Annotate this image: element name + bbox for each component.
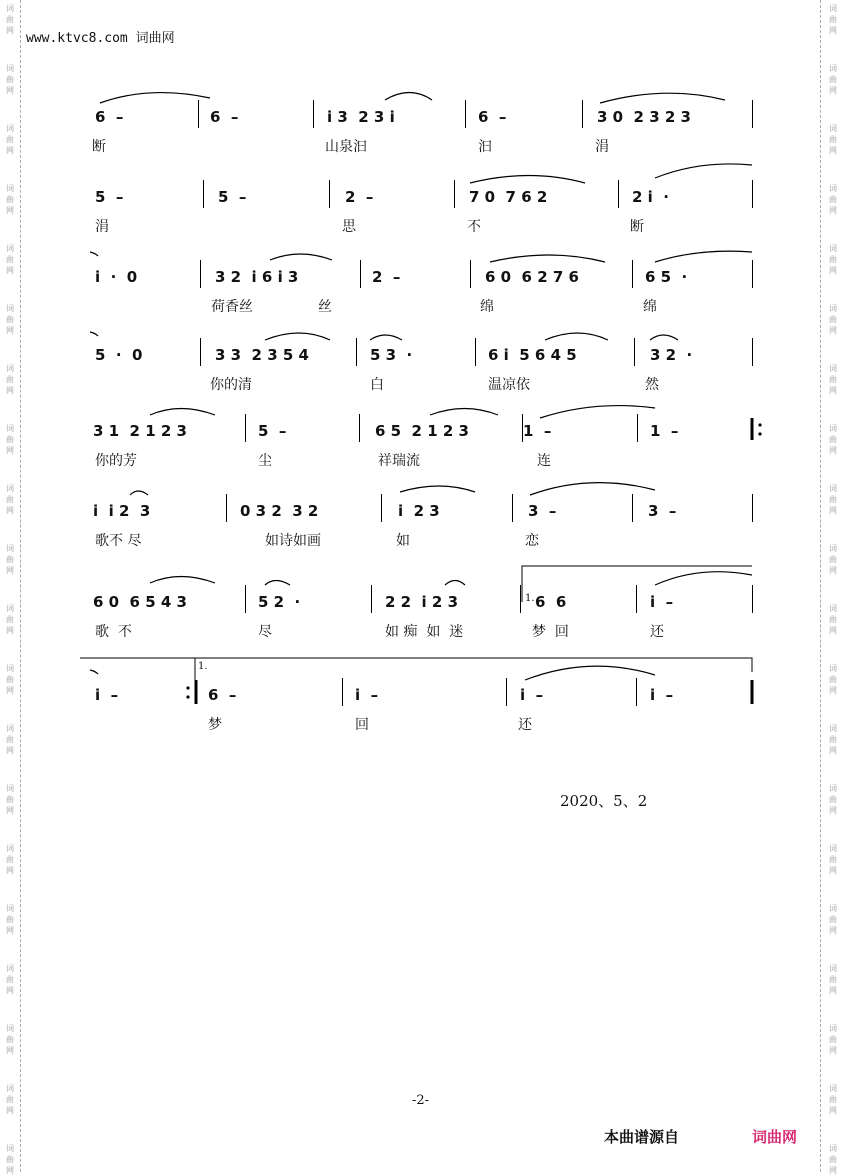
watermark-glyph: 曲: [829, 135, 837, 144]
watermark-glyph: 词: [829, 64, 837, 73]
watermark-glyph: 词: [829, 964, 837, 973]
watermark-glyph: 词: [829, 724, 837, 733]
watermark-glyph: 曲: [6, 255, 14, 264]
lyric-text: 白: [370, 377, 384, 393]
lyric-text: 连: [537, 453, 551, 469]
lyric-text: 歌不 尽: [95, 533, 142, 549]
watermark-glyph: 网: [829, 926, 837, 935]
watermark-glyph: 曲: [829, 615, 837, 624]
watermark-glyph: 网: [829, 986, 837, 995]
watermark-glyph: 曲: [6, 795, 14, 804]
watermark-glyph: 曲: [6, 1155, 14, 1164]
watermark-glyph: 网: [6, 926, 14, 935]
measure-notes: i –: [650, 686, 674, 704]
lyric-text: 汩: [478, 139, 492, 155]
watermark-glyph: 词: [829, 844, 837, 853]
lyric-text: 荷香丝: [211, 299, 253, 315]
watermark-glyph: 词: [829, 1084, 837, 1093]
measure-notes: 5 –: [95, 188, 124, 206]
measure-notes: i –: [355, 686, 379, 704]
lyric-text: 如 痴 如 迷: [385, 624, 464, 640]
watermark-glyph: 网: [829, 746, 837, 755]
watermark-glyph: 曲: [829, 855, 837, 864]
watermark-glyph: 曲: [829, 195, 837, 204]
watermark-glyph: 网: [829, 26, 837, 35]
measure-notes: 5 –: [258, 422, 287, 440]
lyric-text: 涓: [595, 139, 609, 155]
lyric-text: 还: [650, 624, 664, 640]
lyric-text: 梦: [208, 717, 222, 733]
watermark-glyph: 曲: [6, 1095, 14, 1104]
watermark-glyph: 网: [6, 506, 14, 515]
watermark-glyph: 曲: [6, 975, 14, 984]
watermark-glyph: 网: [829, 866, 837, 875]
watermark-glyph: 网: [829, 1046, 837, 1055]
lyric-text: 如: [396, 533, 410, 549]
watermark-glyph: 词: [829, 664, 837, 673]
lyric-text: 思: [342, 219, 356, 235]
lyric-text: 不: [467, 219, 481, 235]
watermark-glyph: 词: [6, 64, 14, 73]
measure-notes: i 3 2 3 i: [327, 108, 395, 126]
watermark-glyph: 网: [6, 86, 14, 95]
watermark-glyph: 曲: [829, 975, 837, 984]
lyric-text: 回: [355, 717, 369, 733]
watermark-glyph: 曲: [829, 675, 837, 684]
watermark-glyph: 词: [6, 364, 14, 373]
watermark-glyph: 曲: [6, 915, 14, 924]
lyric-text: 温凉依: [488, 377, 530, 393]
watermark-glyph: 词: [829, 124, 837, 133]
measure-notes: 5 3 ·: [370, 346, 413, 364]
watermark-glyph: 词: [6, 184, 14, 193]
lyric-text: 尘: [258, 453, 272, 469]
watermark-glyph: 词: [6, 424, 14, 433]
measure-notes: 6 –: [95, 108, 124, 126]
watermark-glyph: 曲: [6, 675, 14, 684]
watermark-glyph: 曲: [829, 1035, 837, 1044]
watermark-glyph: 词: [6, 1024, 14, 1033]
lyric-text: 绵: [643, 299, 657, 315]
watermark-glyph: 网: [829, 686, 837, 695]
measure-notes: 6 –: [208, 686, 237, 704]
source-label: 本曲谱源自: [604, 1128, 680, 1146]
lyric-text: 丝: [318, 299, 332, 315]
watermark-glyph: 词: [829, 424, 837, 433]
watermark-glyph: 曲: [6, 735, 14, 744]
measure-notes: 6 0 6 2 7 6: [485, 268, 579, 286]
lyric-text: 歌 不: [95, 624, 132, 640]
watermark-glyph: 曲: [6, 435, 14, 444]
watermark-glyph: 曲: [829, 1155, 837, 1164]
watermark-glyph: 曲: [6, 555, 14, 564]
measure-notes: 5 –: [218, 188, 247, 206]
site-url: www.ktvc8.com: [26, 31, 128, 46]
watermark-glyph: 曲: [6, 495, 14, 504]
watermark-glyph: 网: [6, 866, 14, 875]
watermark-glyph: 曲: [6, 135, 14, 144]
watermark-glyph: 词: [829, 784, 837, 793]
lyric-text: 你的清: [210, 377, 252, 393]
measure-notes: 2 –: [345, 188, 374, 206]
watermark-glyph: 网: [829, 266, 837, 275]
watermark-glyph: 词: [6, 544, 14, 553]
page-number: -2-: [412, 1093, 430, 1108]
measure-notes: 6 5 ·: [645, 268, 688, 286]
watermark-glyph: 曲: [829, 15, 837, 24]
source-brand[interactable]: 词曲网: [752, 1128, 798, 1146]
watermark-glyph: 词: [6, 1144, 14, 1153]
watermark-glyph: 曲: [829, 795, 837, 804]
watermark-glyph: 网: [6, 566, 14, 575]
measure-notes: 0 3 2 3 2: [240, 502, 319, 520]
watermark-glyph: 曲: [6, 1035, 14, 1044]
watermark-glyph: 网: [6, 1046, 14, 1055]
watermark-glyph: 网: [6, 386, 14, 395]
measure-notes: 3 3 2 3 5 4: [215, 346, 309, 364]
watermark-glyph: 网: [6, 266, 14, 275]
watermark-glyph: 词: [6, 244, 14, 253]
measure-notes: 3 2 i 6 i 3: [215, 268, 299, 286]
watermark-glyph: 曲: [6, 375, 14, 384]
watermark-glyph: 词: [829, 1024, 837, 1033]
watermark-glyph: 网: [829, 566, 837, 575]
site-name: 词曲网: [135, 31, 175, 46]
watermark-glyph: 网: [829, 446, 837, 455]
measure-notes: 3 1 2 1 2 3: [93, 422, 187, 440]
watermark-glyph: 词: [829, 4, 837, 13]
watermark-glyph: 词: [829, 604, 837, 613]
watermark-glyph: 网: [829, 206, 837, 215]
watermark-glyph: 网: [6, 206, 14, 215]
measure-notes: 3 0 2 3 2 3: [597, 108, 691, 126]
measure-notes: 3 –: [528, 502, 557, 520]
watermark-glyph: 网: [6, 26, 14, 35]
watermark-glyph: 网: [6, 446, 14, 455]
watermark-glyph: 词: [6, 664, 14, 673]
watermark-glyph: 网: [6, 326, 14, 335]
measure-notes: 5 2 ·: [258, 593, 301, 611]
watermark-glyph: 词: [6, 784, 14, 793]
watermark-glyph: 网: [6, 146, 14, 155]
watermark-glyph: 网: [6, 1106, 14, 1115]
watermark-glyph: 词: [829, 184, 837, 193]
watermark-glyph: 词: [829, 364, 837, 373]
lyric-text: 然: [645, 377, 659, 393]
watermark-glyph: 网: [829, 506, 837, 515]
watermark-glyph: 词: [829, 304, 837, 313]
watermark-glyph: 词: [6, 904, 14, 913]
measure-notes: 6 0 6 5 4 3: [93, 593, 187, 611]
watermark-glyph: 词: [6, 1084, 14, 1093]
watermark-glyph: 曲: [6, 615, 14, 624]
lyric-text: 梦 回: [532, 624, 569, 640]
volta-label-second: 1.: [525, 593, 535, 604]
watermark-glyph: 词: [829, 904, 837, 913]
measure-notes: 2 –: [372, 268, 401, 286]
measure-notes: 6 –: [210, 108, 239, 126]
measure-notes: 7 0 7 6 2: [469, 188, 548, 206]
watermark-glyph: 网: [829, 146, 837, 155]
watermark-glyph: 词: [6, 4, 14, 13]
watermark-glyph: 曲: [829, 555, 837, 564]
watermark-glyph: 网: [829, 326, 837, 335]
measure-notes: 6 5 2 1 2 3: [375, 422, 469, 440]
watermark-glyph: 曲: [829, 315, 837, 324]
measure-notes: i i 2 3: [93, 502, 151, 520]
watermark-glyph: 曲: [829, 375, 837, 384]
watermark-glyph: 网: [829, 1166, 837, 1175]
measure-notes: i –: [520, 686, 544, 704]
watermark-glyph: 词: [6, 604, 14, 613]
watermark-glyph: 词: [829, 544, 837, 553]
watermark-glyph: 词: [6, 724, 14, 733]
watermark-glyph: 网: [829, 86, 837, 95]
measure-notes: 1 –: [650, 422, 679, 440]
watermark-glyph: 网: [6, 806, 14, 815]
lyric-text: 尽: [258, 624, 272, 640]
watermark-glyph: 曲: [829, 255, 837, 264]
measure-notes: i 2 3: [398, 502, 440, 520]
lyric-text: 你的芳: [95, 453, 137, 469]
watermark-glyph: 曲: [6, 75, 14, 84]
measure-notes: 2 2 i 2 3: [385, 593, 459, 611]
watermark-glyph: 词: [6, 484, 14, 493]
measure-notes: 2 i ·: [632, 188, 669, 206]
watermark-glyph: 词: [6, 304, 14, 313]
watermark-glyph: 词: [6, 964, 14, 973]
measure-notes: 1 –: [523, 422, 552, 440]
lyric-text: 断: [92, 139, 106, 155]
watermark-glyph: 词: [829, 1144, 837, 1153]
score-date: 2020、5、2: [560, 792, 648, 810]
watermark-glyph: 词: [6, 844, 14, 853]
watermark-glyph: 网: [6, 986, 14, 995]
watermark-glyph: 曲: [829, 495, 837, 504]
watermark-glyph: 曲: [829, 1095, 837, 1104]
lyric-text: 涓: [95, 219, 109, 235]
watermark-glyph: 词: [829, 244, 837, 253]
watermark-glyph: 曲: [829, 75, 837, 84]
lyric-text: 山泉汩: [325, 139, 367, 155]
lyric-text: 恋: [525, 533, 539, 549]
watermark-glyph: 曲: [6, 15, 14, 24]
measure-notes: 6 i 5 6 4 5: [488, 346, 577, 364]
measure-notes: 5 · 0: [95, 346, 143, 364]
lyric-text: 还: [518, 717, 532, 733]
measure-notes: 3 2 ·: [650, 346, 693, 364]
lyric-text: 绵: [480, 299, 494, 315]
watermark-glyph: 曲: [6, 315, 14, 324]
watermark-glyph: 网: [829, 626, 837, 635]
watermark-glyph: 曲: [6, 855, 14, 864]
measure-notes: 6 6: [535, 593, 567, 611]
watermark-glyph: 网: [6, 686, 14, 695]
watermark-glyph: 曲: [829, 735, 837, 744]
watermark-glyph: 曲: [829, 915, 837, 924]
watermark-glyph: 网: [6, 1166, 14, 1175]
lyric-text: 断: [630, 219, 644, 235]
watermark-glyph: 网: [6, 626, 14, 635]
watermark-glyph: 网: [829, 806, 837, 815]
lyric-text: 祥瑞流: [378, 453, 420, 469]
measure-notes: i –: [650, 593, 674, 611]
watermark-glyph: 词: [829, 484, 837, 493]
watermark-glyph: 曲: [6, 195, 14, 204]
watermark-glyph: 网: [829, 1106, 837, 1115]
watermark-glyph: 网: [6, 746, 14, 755]
watermark-glyph: 词: [6, 124, 14, 133]
measure-notes: i –: [95, 686, 119, 704]
measure-notes: 3 –: [648, 502, 677, 520]
volta-label-first: 1.: [198, 661, 208, 672]
lyric-text: 如诗如画: [265, 533, 321, 549]
measure-notes: i · 0: [95, 268, 138, 286]
watermark-glyph: 网: [829, 386, 837, 395]
watermark-glyph: 曲: [829, 435, 837, 444]
measure-notes: 6 –: [478, 108, 507, 126]
